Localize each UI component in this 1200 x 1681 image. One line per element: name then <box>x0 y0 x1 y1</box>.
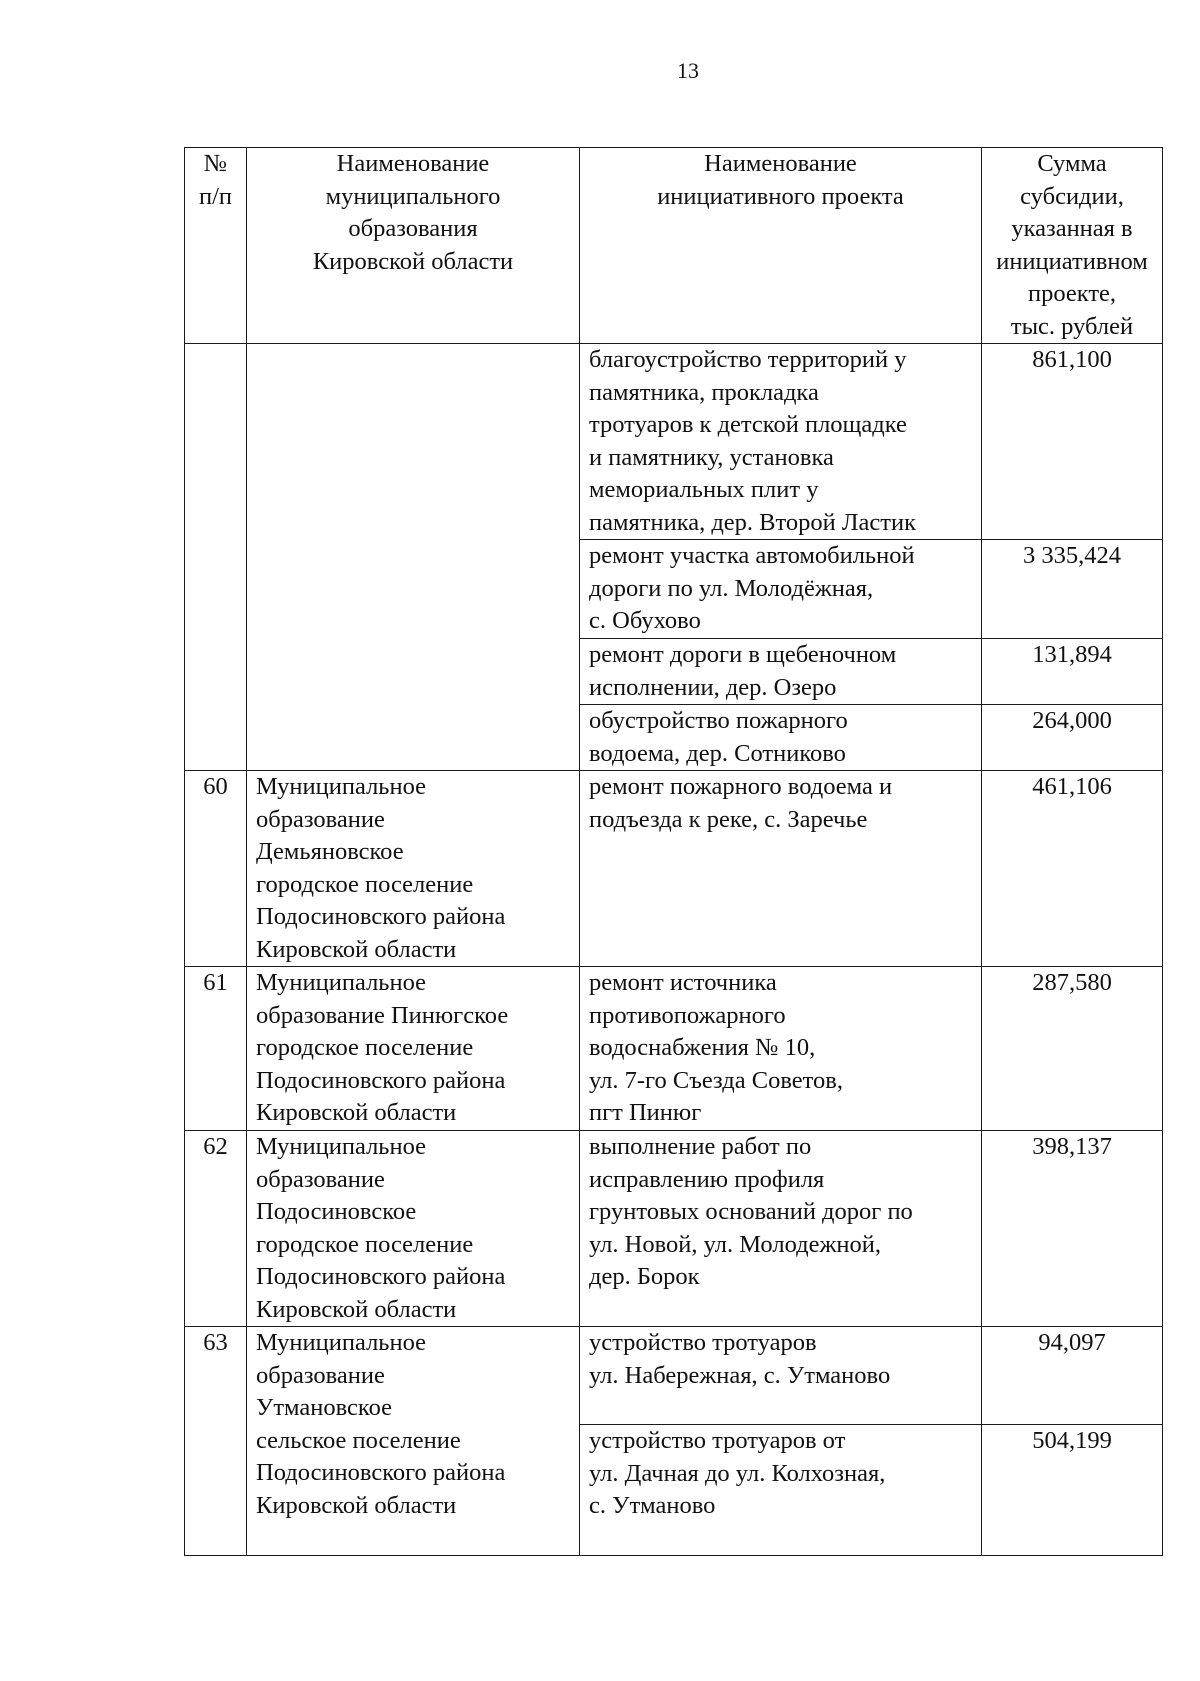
municipality-line: Кировской области <box>256 935 457 963</box>
project-line: исполнении, дер. Озеро <box>589 673 837 701</box>
municipality-line: городское поселение <box>256 1230 474 1258</box>
municipality-line: Кировской области <box>256 1491 457 1519</box>
municipality-line: Подосиновского района <box>256 1459 506 1486</box>
header-num <box>185 148 247 344</box>
municipality-line: Демьяновское <box>256 838 404 865</box>
municipality-line: Муниципальное <box>256 1133 427 1160</box>
sum-cell: 131,894 <box>982 639 1163 705</box>
project-line: ул. 7-го Съезда Советов, <box>589 1066 843 1094</box>
project-cell <box>580 540 982 639</box>
header-line: инициативном <box>996 247 1148 275</box>
project-cell <box>580 1327 982 1425</box>
project-cell <box>580 344 982 540</box>
municipality-line: сельское поселение <box>256 1426 461 1454</box>
sum-cell: 461,106 <box>982 771 1163 967</box>
municipality-line: Подосиновского района <box>256 1263 506 1290</box>
municipality-line: городское поселение <box>256 870 474 898</box>
municipality-line: Утмановское <box>256 1394 393 1421</box>
header-municipality <box>247 148 580 344</box>
header-line: Наименование <box>336 150 490 177</box>
table-row <box>185 1131 1163 1327</box>
table-header-row <box>185 148 1163 344</box>
project-line: ремонт пожарного водоема и <box>589 773 893 800</box>
project-line: дер. Борок <box>589 1263 700 1290</box>
project-line: памятника, прокладка <box>589 378 819 406</box>
project-line: устройство тротуаров <box>589 1329 817 1356</box>
municipality-line: Муниципальное <box>256 969 427 996</box>
project-line: ремонт участка автомобильной <box>589 542 915 569</box>
project-line: пгт Пинюг <box>589 1099 702 1126</box>
header-line: проекте, <box>1027 280 1117 307</box>
header-line: № <box>203 150 228 177</box>
project-cell <box>580 639 982 705</box>
project-line: тротуаров к детской площадке <box>589 411 907 438</box>
project-line: подъезда к реке, с. Заречье <box>589 805 868 833</box>
municipality-line: образование Пинюгское <box>256 1001 509 1029</box>
header-line: Кировской области <box>312 247 514 275</box>
sum-cell: 398,137 <box>982 1131 1163 1327</box>
project-line: грунтовых оснований дорог по <box>589 1198 913 1225</box>
header-project <box>580 148 982 344</box>
municipality-line: образование <box>256 1361 385 1389</box>
project-cell <box>580 705 982 771</box>
municipality-line: образование <box>256 1165 385 1193</box>
table-row <box>185 771 1163 967</box>
header-line: образования <box>348 215 478 242</box>
project-line: водоема, дер. Сотниково <box>589 739 846 767</box>
municipality-cell <box>247 1131 580 1327</box>
project-line: ул. Набережная, с. Утманово <box>589 1361 891 1389</box>
sum-cell: 861,100 <box>982 344 1163 540</box>
project-line: ул. Дачная до ул. Колхозная, <box>589 1459 886 1487</box>
municipality-line: Муниципальное <box>256 1329 427 1356</box>
project-line: и памятнику, установка <box>589 443 834 471</box>
project-line: устройство тротуаров от <box>589 1427 846 1454</box>
project-line: водоснабжения № 10, <box>589 1034 816 1061</box>
project-cell <box>580 771 982 967</box>
project-line: противопожарного <box>589 1001 786 1029</box>
municipality-line: Подосиновское <box>256 1198 417 1225</box>
project-line: мемориальных плит у <box>589 476 819 503</box>
municipality-cell <box>247 1327 580 1556</box>
header-line: указанная в <box>1011 215 1133 242</box>
num-cell-empty <box>185 344 247 771</box>
row-number: 61 <box>185 967 247 1131</box>
header-sum <box>982 148 1163 344</box>
sum-cell: 504,199 <box>982 1425 1163 1556</box>
header-line: п/п <box>198 182 233 210</box>
municipality-cell-empty <box>247 344 580 771</box>
project-line: обустройство пожарного <box>589 707 848 734</box>
header-line: тыс. рублей <box>1010 312 1134 340</box>
municipality-line: Кировской области <box>256 1295 457 1323</box>
project-line: ул. Новой, ул. Молодежной, <box>589 1230 881 1258</box>
project-cell <box>580 967 982 1131</box>
municipality-line: образование <box>256 805 385 833</box>
subsidy-table <box>184 147 1163 1556</box>
row-number: 63 <box>185 1327 247 1556</box>
municipality-line: Кировской области <box>256 1099 457 1126</box>
municipality-cell <box>247 771 580 967</box>
sum-cell: 264,000 <box>982 705 1163 771</box>
municipality-line: городское поселение <box>256 1034 474 1061</box>
project-line: ремонт источника <box>589 969 777 996</box>
sum-cell: 287,580 <box>982 967 1163 1131</box>
header-line: муниципального <box>325 182 501 210</box>
project-cell <box>580 1131 982 1327</box>
sum-cell: 94,097 <box>982 1327 1163 1425</box>
header-line: Сумма <box>1037 150 1107 177</box>
project-line: памятника, дер. Второй Ластик <box>589 508 916 536</box>
project-line: благоустройство территорий у <box>589 346 907 373</box>
table-row <box>185 1327 1163 1425</box>
project-line: с. Утманово <box>589 1492 716 1519</box>
project-line: с. Обухово <box>589 607 701 634</box>
municipality-cell <box>247 967 580 1131</box>
project-cell <box>580 1425 982 1556</box>
project-line: ремонт дороги в щебеночном <box>589 641 897 668</box>
project-line: дороги по ул. Молодёжная, <box>589 574 874 602</box>
table-row <box>185 967 1163 1131</box>
header-line: субсидии, <box>1020 182 1124 210</box>
sum-cell: 3 335,424 <box>982 540 1163 639</box>
municipality-line: Подосиновского района <box>256 1066 506 1094</box>
row-number: 62 <box>185 1131 247 1327</box>
page-number: 13 <box>677 58 699 83</box>
project-line: исправлению профиля <box>589 1165 825 1193</box>
header-line: инициативного проекта <box>657 182 904 210</box>
municipality-line: Муниципальное <box>256 773 427 800</box>
table-row <box>185 344 1163 540</box>
municipality-line: Подосиновского района <box>256 903 506 930</box>
project-line: выполнение работ по <box>589 1133 812 1160</box>
row-number: 60 <box>185 771 247 967</box>
header-line: Наименование <box>704 150 857 177</box>
